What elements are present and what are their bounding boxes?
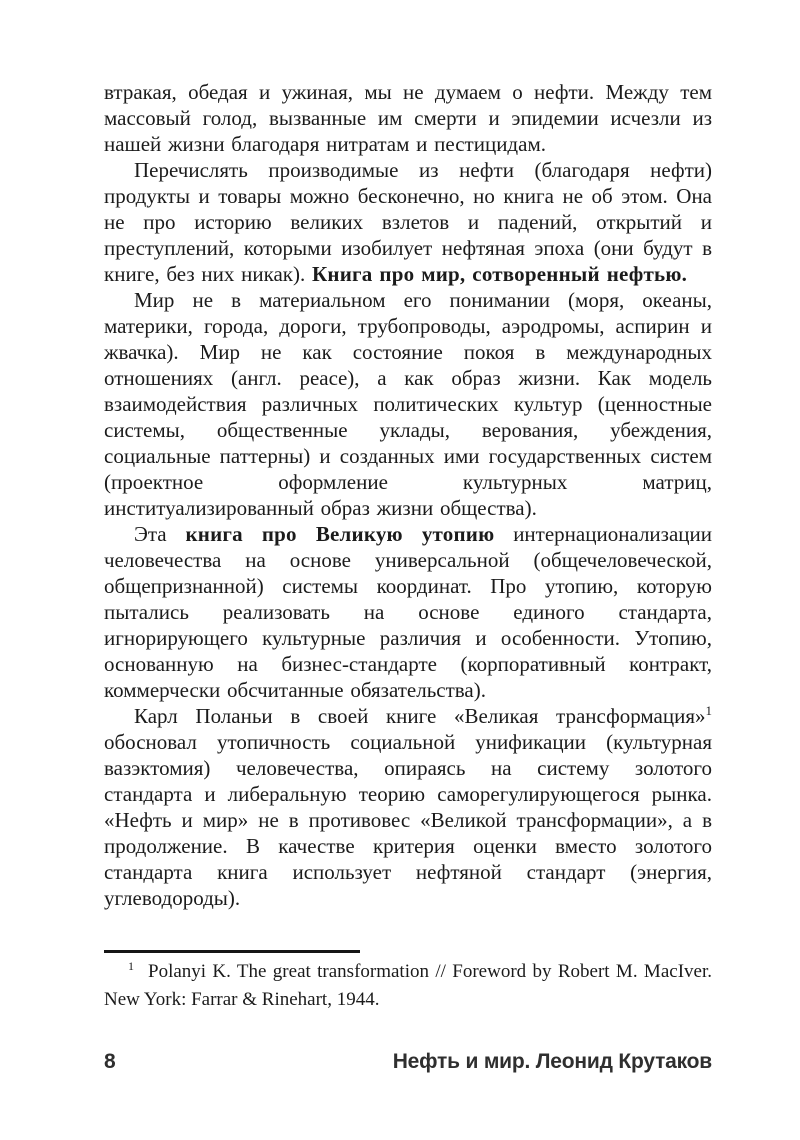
- paragraph: [104, 521, 712, 703]
- bold-text-segment: книга про Великую утопию: [185, 522, 495, 546]
- footnote-separator-rule: [104, 950, 360, 953]
- footnote-reference: 1: [705, 703, 712, 718]
- text-segment: Карл Поланьи в своей книге «Великая трансформация»: [134, 704, 706, 728]
- bold-text-segment: Книга про мир, сотворенный нефтью.: [311, 262, 688, 286]
- footnote: [104, 958, 712, 1014]
- text-segment: обосновал утопичность социальной унификации (культурная вазэктомия) человечества, опираясь на систему золотого стандарта и либеральную теорию саморегулирующегося рынка. «Нефть и мир» не в противовес «Великой трансформации», а в продолжение. В качестве критерия оценки вместо золотого стандарта книга использует нефтяной стандарт (энергия, углеводороды).: [104, 730, 712, 910]
- footnote-text: [104, 958, 712, 1014]
- text-segment: Мир не в материальном его понимании (моря, океаны, материки, города, дороги, трубопроводы, аэродромы, аспирин и жвачка). Мир не как состояние покоя в международных отношениях (англ. peace), а как образ жизни. Как модель взаимодействия различных политических культур (ценностные системы, общественные уклады, верования, убеждения, социальные паттерны) и созданных ими государственных систем (проектное оформление культурных матриц, институализированный образ жизни общества).: [104, 288, 712, 520]
- paragraph: [104, 703, 712, 911]
- text-segment: интернационализации человечества на основе универсальной (общечеловеческой, общепризнанной) системы координат. Про утопию, которую пытались реализовать на основе единого стандарта, игнорирующего культурные различия и особенности. Утопию, основанную на бизнес-стандарте (корпоративный контракт, коммерчески обсчитанные обязательства).: [104, 522, 712, 702]
- text-segment: втракая, обедая и ужиная, мы не думаем о нефти. Между тем массовый голод, вызванные им смерти и эпидемии исчезли из нашей жизни благодаря нитратам и пестицидам.: [104, 80, 712, 156]
- page-number: 8: [104, 1050, 116, 1073]
- footnote-marker: 1: [128, 958, 134, 973]
- page-body: [104, 79, 712, 911]
- paragraph: [104, 79, 712, 157]
- running-title: Нефть и мир. Леонид Крутаков: [392, 1050, 712, 1073]
- text-segment: Эта: [134, 522, 186, 546]
- paragraph: [104, 157, 712, 287]
- page-footer: [104, 1050, 712, 1074]
- footnote-citation: Polanyi K. The great transformation // Foreword by Robert M. MacIver. New York: Farrar & Rinehart, 1944.: [104, 961, 712, 1010]
- paragraph: [104, 287, 712, 521]
- text-segment: Перечислять производимые из нефти (благодаря нефти) продукты и товары можно бесконечно, но книга не об этом. Она не про историю великих взлетов и падений, открытий и преступлений, которыми изобилует нефтяная эпоха (они будут в книге, без них никак).: [104, 158, 712, 286]
